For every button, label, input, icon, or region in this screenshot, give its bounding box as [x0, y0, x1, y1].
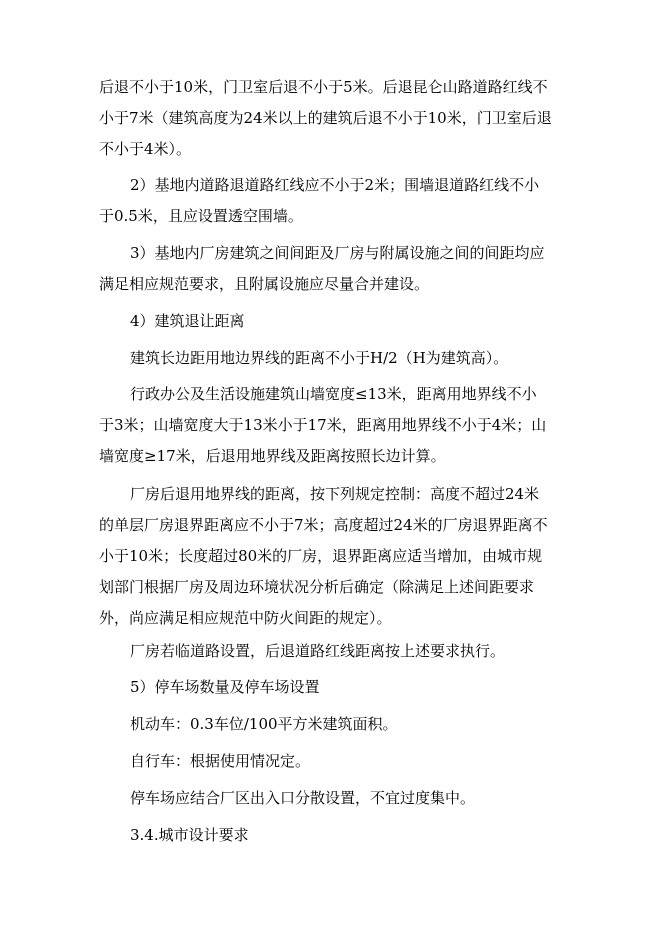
text-line: 建筑长边距用地边界线的距离不小于H/2（H为建筑高）。 [130, 349, 509, 367]
paragraph-factory-setback [99, 479, 565, 634]
text-line: 4）建筑退让距离 [130, 312, 245, 330]
text-line: 不小于4米）。 [99, 140, 192, 158]
text-line: 行政办公及生活设施建筑山墙宽度≤13米，距离用地界线不小 [130, 385, 537, 403]
paragraph-bicycle [99, 746, 565, 777]
text-line: 厂房后退用地界线的距离，按下列规定控制：高度不超过24米 [130, 485, 540, 503]
paragraph-office-gable [99, 379, 565, 472]
text-line: 自行车：根据使用情况定。 [130, 752, 311, 770]
text-line: 后退不小于10米，门卫室后退不小于5米。后退昆仑山路道路红线不 [99, 78, 548, 96]
text-line: 3）基地内厂房建筑之间间距及厂房与附属设施之间的间距均应 [130, 244, 545, 262]
text-line: 外，尚应满足相应规范中防火间距的规定）。 [99, 609, 392, 627]
text-line: 满足相应规范要求，且附属设施应尽量合并建设。 [99, 275, 430, 293]
paragraph-setback-kunlun [99, 72, 565, 165]
heading-section-3-4 [99, 820, 565, 851]
text-line: 5）停车场数量及停车场设置 [130, 678, 320, 696]
text-line: 墙宽度≥17米，后退用地界线及距离按照长边计算。 [99, 447, 446, 465]
paragraph-motor-vehicle [99, 709, 565, 740]
text-line: 机动车：0.3车位/100平方米建筑面积。 [130, 715, 398, 733]
text-line: 的单层厂房退界距离应不小于7米；高度超过24米的厂房退界距离不 [99, 516, 548, 534]
text-line: 3.4.城市设计要求 [130, 826, 249, 844]
heading-item-5 [99, 672, 565, 703]
text-line: 2）基地内道路退道路红线应不小于2米；围墙退道路红线不小 [130, 176, 540, 194]
text-line: 于3米；山墙宽度大于13米小于17米，距离用地界线不小于4米；山 [99, 416, 547, 434]
paragraph-factory-road [99, 636, 565, 667]
text-line: 小于7米（建筑高度为24米以上的建筑后退不小于10米，门卫室后退 [99, 109, 552, 127]
text-line: 于0.5米，且应设置透空围墙。 [99, 207, 303, 225]
heading-item-4 [99, 306, 565, 337]
text-line: 划部门根据厂房及周边环境状况分析后确定（除满足上述间距要求 [99, 578, 535, 596]
text-line: 小于10米；长度超过80米的厂房，退界距离应适当增加，由城市规 [99, 547, 543, 565]
text-line: 停车场应结合厂区出入口分散设置，不宜过度集中。 [130, 789, 476, 807]
paragraph-item-3 [99, 238, 565, 300]
paragraph-parking-layout [99, 783, 565, 814]
text-line: 厂房若临道路设置，后退道路红线距离按上述要求执行。 [130, 642, 506, 660]
paragraph-long-side-setback [99, 343, 565, 374]
paragraph-item-2 [99, 170, 565, 232]
